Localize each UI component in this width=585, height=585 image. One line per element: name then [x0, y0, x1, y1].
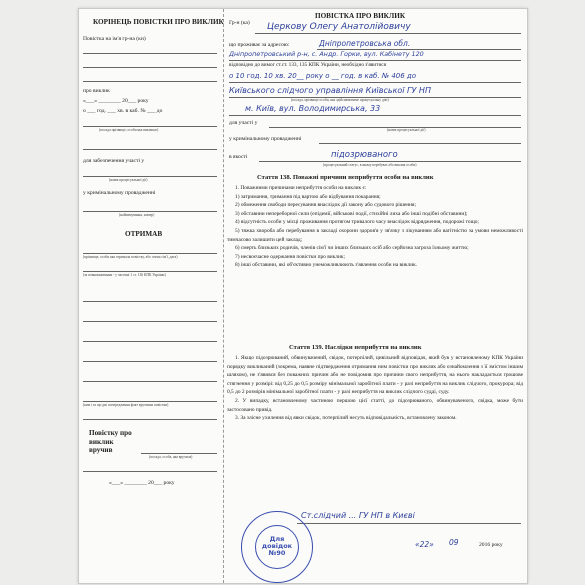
art138-paragraph: 4) відсутність особи у місці проживання протягом тривалого часу внаслідок відрядження, подорожі тощо;	[235, 219, 479, 226]
signature-handwritten: Ст.слідчий ... ГУ НП в Києві	[301, 511, 415, 520]
art138-paragraph: 8) інші обставини, які об'єктивно унеможливлюють з'явлення особи на виклик.	[235, 262, 418, 269]
participation-label: для участі у	[229, 120, 258, 126]
article-139-body	[227, 354, 523, 423]
article-139-title: Стаття 139. Наслідки неприбуття на виклик	[289, 344, 422, 351]
summons-title: ПОВІСТКА ПРО ВИКЛИК	[315, 12, 406, 20]
appearance-time-handwritten: о 10 год. 10 хв. 20__ року о __ год. в каб. № 406 до	[229, 72, 417, 80]
art139-paragraph: 2. У випадку, встановленому частиною першою цієї статті, до підозрюваного, обвинуваченого, свідка, може бути застосовано привід.	[227, 397, 523, 413]
art138-paragraph: 7) несвоєчасне одержання повістки про виклик;	[235, 253, 345, 260]
stub-section	[79, 9, 224, 583]
address-handwritten-1: Дніпропетровська обл.	[319, 39, 411, 48]
stub-row-about: про виклик	[83, 88, 110, 94]
summons-main	[227, 9, 523, 583]
stub-row-name: Повістка на ім'я гр-на (ки)	[83, 36, 146, 42]
art139-paragraph: 1. Якщо підозрюваний, обвинувачений, свідок, потерпілий, цивільний відповідач, який був у встановленому КПК України порядку викликаний (зокрема, наявне підтвердження отримання ним повістки про виклик або ознайомлення з її змістом іншим шляхом), не з'явився без поважних причин або не повідомив про причини свого неприбуття, на нього накладається грошове стягнення у розмірі: від 0,25 до 0,5 розміру мінімальної заробітної плати - у разі неприбуття на виклик слідчого, прокурора; від 0,5 до 2 розмірів мінімальної заробітної плати - у разі неприбуття на виклик слідчого судді, суду.	[227, 355, 523, 396]
stub-caption-received-2: (за повноваженням - у частині 1 ст. 136 КПК України)	[83, 273, 166, 277]
stub-title: КОРІНЕЦЬ ПОВІСТКИ ПРО ВИКЛИК	[93, 18, 224, 26]
stub-delivered-label: Повістку про виклик вручив	[89, 429, 132, 455]
law-reference: відповідно до вимог ст.ст. 133, 135 КПК України, необхідно з'явитися	[229, 62, 387, 68]
stub-caption-position: (посада прізвище, особи яка викликає)	[99, 128, 159, 132]
stub-caption-delivered: (посада, особа, яка вручила)	[149, 455, 193, 459]
stub-row-participation: для забезпечення участі у	[83, 158, 145, 164]
caption-capacity: (процесуальний статус, в якому перебуває або виклик особи)	[323, 163, 417, 167]
art138-paragraph: 2) обмеження свободи пересування внаслідок дії закону або судового рішення;	[235, 202, 416, 209]
caption-investigator: (посада, прізвище особи, яка здійснюватиме процесуальну дію)	[291, 98, 389, 102]
article-138-body	[227, 184, 523, 270]
place-handwritten: м. Київ, вул. Володимирська, 33	[245, 104, 381, 113]
date-day: «22»	[415, 540, 434, 549]
art138-paragraph: 1. Поважними причинами неприбуття особи на виклик є:	[235, 185, 367, 191]
stub-row-date: «___» ________ 20___ року	[83, 98, 149, 104]
art138-paragraph: 5) тяжка хвороба або перебування в закладі охорони здоров'я у зв'язку з лікуванням або вагітністю за умови неможливості тимчасово залишити цей заклад;	[227, 227, 523, 243]
caption-action: (назва процесуальної дії)	[387, 128, 426, 132]
citizen-name-handwritten: Церкову Олегу Анатолійовичу	[267, 22, 411, 32]
proceeding-label: у кримінальному провадженні	[229, 136, 302, 142]
investigator-handwritten: Київського слідчого управління Київської ГУ НП	[229, 86, 431, 95]
capacity-handwritten: підозрюваного	[331, 150, 398, 160]
official-stamp	[241, 511, 313, 583]
date-month: 09	[449, 538, 459, 547]
citizen-label: Гр-н (ка)	[229, 20, 250, 26]
stub-caption-action: (назва процесуальної дії)	[109, 178, 148, 182]
address-handwritten-2: Дніпропетровський р-н, с. Андр. Горки, вул. Кабінету 120	[229, 50, 424, 58]
stub-caption-received-1: (прізвище, особи яка отримала повістку, або члена сім'ї, дата)	[83, 255, 178, 259]
art138-paragraph: 3) обставини непереборної сили (епідемії, військові події, стихійні лиха або інші подібні обставини);	[235, 210, 468, 217]
stub-caption-number: (найменування, номер)	[119, 213, 155, 217]
summons-paper	[78, 8, 528, 584]
stub-date-line: «___» ________ 20___ року	[109, 480, 175, 486]
stub-received-title: ОТРИМАВ	[125, 230, 163, 238]
stub-row-proceeding: у кримінальному провадженні	[83, 190, 156, 196]
date-year: 2016 року	[479, 542, 503, 548]
art138-paragraph: 6) смерть близьких родичів, членів сім'ї чи інших близьких осіб або серйозна загроза їхньому життю;	[235, 245, 469, 252]
address-label: що проживає за адресою:	[229, 42, 290, 48]
stamp-text: Для довідок №90	[261, 535, 293, 558]
stub-row-time: о ___ год. ___ хв. в каб. № ___ до	[83, 108, 163, 114]
art139-paragraph: 3. За злісне ухилення від явки свідок, потерпілий несуть відповідальність, встановлену законом.	[235, 415, 457, 422]
capacity-label: в якості	[229, 154, 248, 160]
article-138-title: Стаття 138. Поважні причини неприбуття особи на виклик	[257, 174, 434, 181]
art138-paragraph: 1) затримання, тримання під вартою або відбування покарання;	[235, 193, 381, 200]
stub-caption-received-3: (ким і за що дні попередження факт вручення повістки)	[83, 403, 169, 407]
